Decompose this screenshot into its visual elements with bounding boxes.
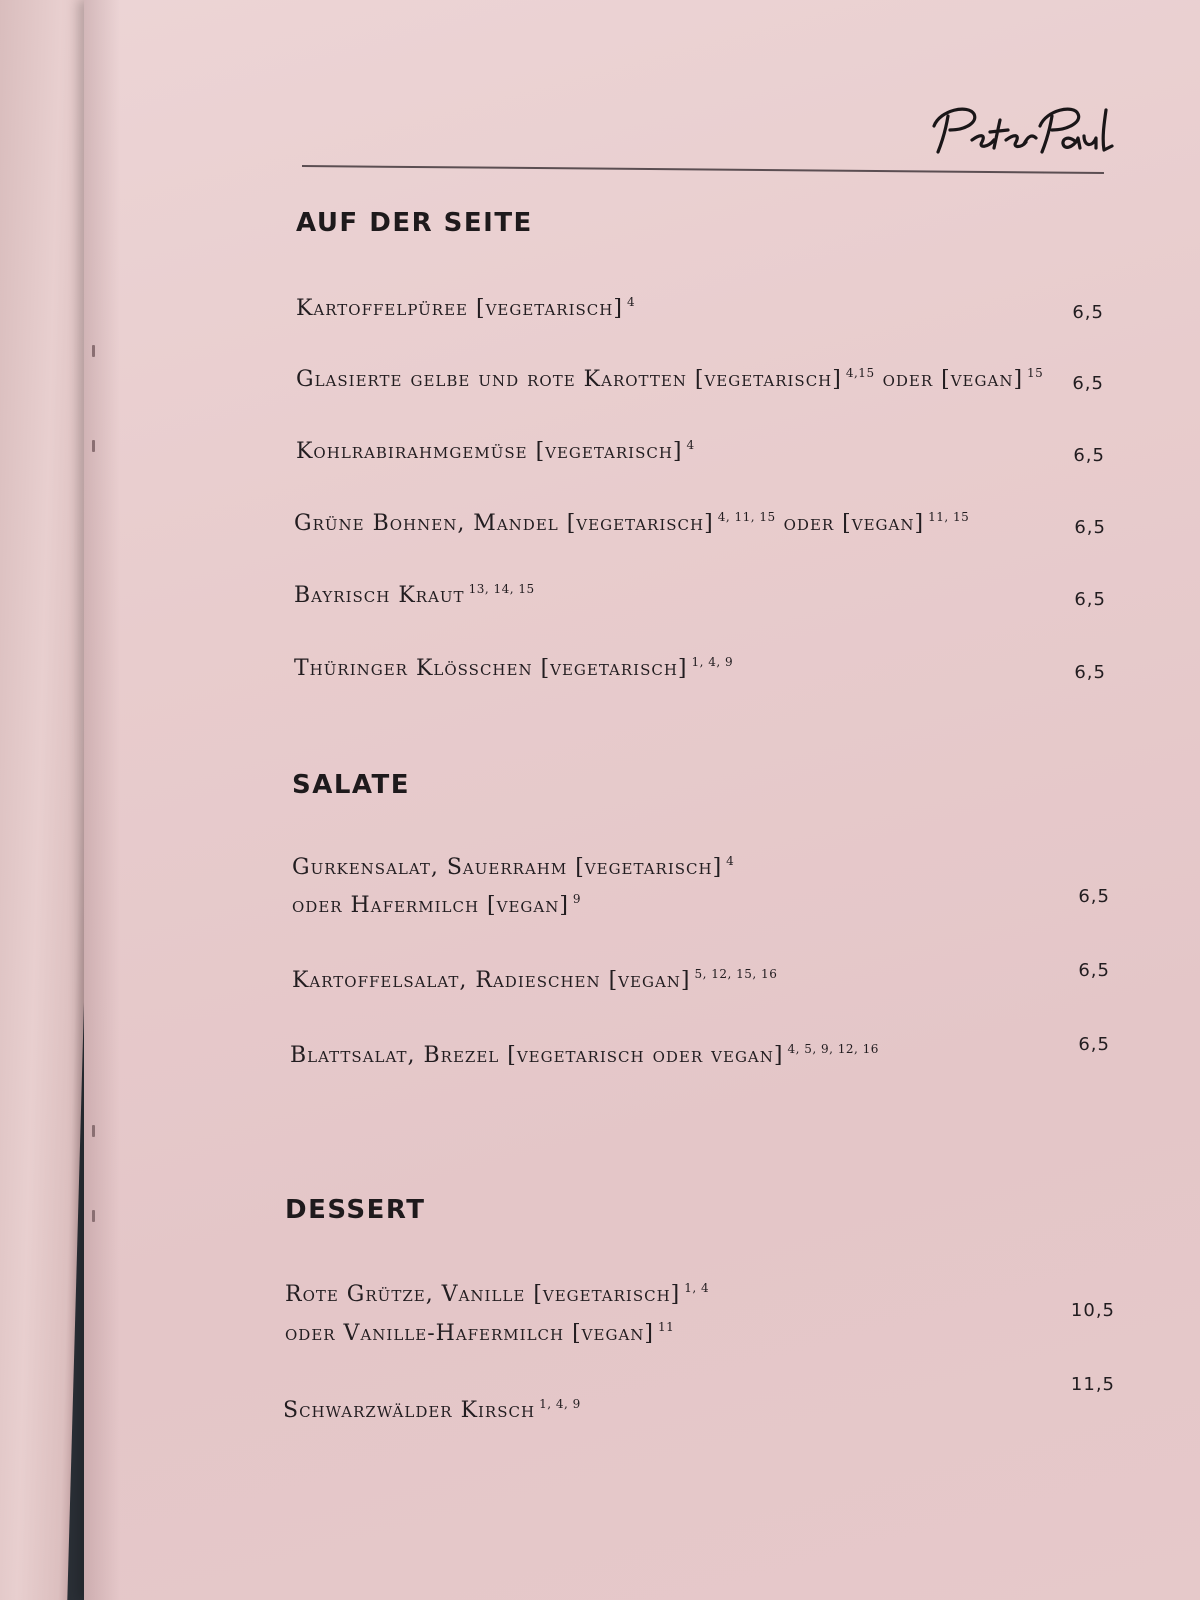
item-name: Bayrisch Kraut xyxy=(294,583,465,608)
item-name: Kohlrabirahmgemüse [vegetarisch] xyxy=(296,439,683,464)
allergen-note: 4 xyxy=(686,438,695,452)
item-name: Glasierte gelbe und rote Karotten [vegetarisch] xyxy=(296,367,842,392)
section-title: SALATE xyxy=(292,770,411,800)
item-price: 6,5 xyxy=(1078,1034,1110,1055)
item-price: 6,5 xyxy=(1072,373,1104,394)
item-price: 6,5 xyxy=(1074,517,1106,538)
menu-item xyxy=(296,426,695,471)
allergen-note: 11 xyxy=(658,1320,675,1334)
item-name: Kartoffelsalat, Radieschen [vegan] xyxy=(292,968,691,993)
item-alt: oder [vegan] xyxy=(783,511,925,536)
menu-item xyxy=(296,354,1043,399)
allergen-note: 4 xyxy=(626,295,636,309)
item-name: Schwarzwälder Kirsch xyxy=(283,1398,536,1423)
allergen-note: 15 xyxy=(1027,366,1044,380)
item-price: 6,5 xyxy=(1074,589,1106,610)
item-name: Grüne Bohnen, Mandel [vegetarisch] xyxy=(294,511,714,536)
item-name: Blattsalat, Brezel [vegetarisch oder vegan] xyxy=(290,1043,784,1068)
allergen-note: 4, 11, 15 xyxy=(717,510,776,524)
menu-item xyxy=(296,283,635,328)
item-price: 10,5 xyxy=(1070,1300,1115,1321)
item-price: 11,5 xyxy=(1070,1374,1115,1395)
menu-item xyxy=(290,1030,879,1075)
item-price: 6,5 xyxy=(1073,445,1105,466)
menu-item xyxy=(283,1385,581,1430)
allergen-note: 4,15 xyxy=(845,366,875,380)
section-title: DESSERT xyxy=(285,1195,426,1225)
item-name: Gurkensalat, Sauerrahm [vegetarisch] xyxy=(292,855,723,880)
item-price: 6,5 xyxy=(1078,886,1110,907)
menu-item xyxy=(294,570,535,615)
menu-item xyxy=(294,498,969,543)
item-name: oder Hafermilch [vegan] xyxy=(292,893,569,918)
allergen-note: 1, 4, 9 xyxy=(539,1397,581,1411)
item-name: Kartoffelpüree [vegetarisch] xyxy=(296,296,623,321)
item-name: Thüringer Klösschen [vegetarisch] xyxy=(294,656,688,681)
section-title: AUF DER SEITE xyxy=(296,208,533,238)
allergen-note: 9 xyxy=(572,892,582,906)
allergen-note: 1, 4, 9 xyxy=(691,655,734,669)
item-price: 6,5 xyxy=(1078,960,1110,981)
allergen-note: 5, 12, 15, 16 xyxy=(694,967,778,981)
allergen-note: 4 xyxy=(726,854,735,868)
allergen-note: 11, 15 xyxy=(928,510,970,524)
menu-item xyxy=(292,955,777,1000)
item-alt: oder [vegan] xyxy=(882,367,1024,392)
allergen-note: 1, 4 xyxy=(684,1281,710,1295)
item-name: Rote Grütze, Vanille [vegetarisch] xyxy=(285,1282,681,1307)
item-price: 6,5 xyxy=(1072,302,1104,323)
menu-item xyxy=(294,643,733,688)
item-price: 6,5 xyxy=(1074,662,1106,683)
menu-item-alt-line xyxy=(292,880,581,925)
allergen-note: 13, 14, 15 xyxy=(468,582,535,596)
allergen-note: 4, 5, 9, 12, 16 xyxy=(787,1042,879,1056)
menu-item-alt-line xyxy=(285,1308,674,1353)
item-name: oder Vanille-Hafermilch [vegan] xyxy=(285,1321,654,1346)
